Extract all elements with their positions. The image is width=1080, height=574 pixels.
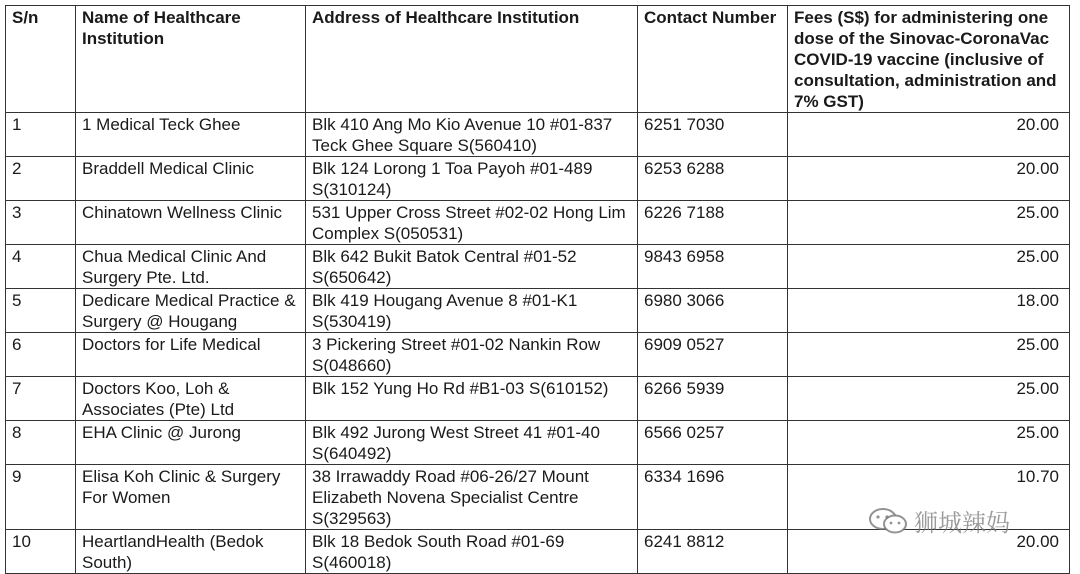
cell-address: Blk 419 Hougang Avenue 8 #01-K1 S(530419) [306, 289, 638, 333]
cell-address: Blk 152 Yung Ho Rd #B1-03 S(610152) [306, 377, 638, 421]
clinic-fees-table [5, 5, 1070, 574]
cell-contact: 6226 7188 [638, 201, 788, 245]
wechat-icon [868, 507, 908, 535]
cell-address: 531 Upper Cross Street #02-02 Hong Lim Complex S(050531) [306, 201, 638, 245]
table-row [6, 245, 1070, 289]
header-sn: S/n [6, 6, 76, 113]
header-contact: Contact Number [638, 6, 788, 113]
cell-address: Blk 410 Ang Mo Kio Avenue 10 #01-837 Teck Ghee Square S(560410) [306, 113, 638, 157]
cell-fee: 25.00 [788, 333, 1070, 377]
watermark [868, 503, 1010, 538]
cell-address: 38 Irrawaddy Road #06-26/27 Mount Elizabeth Novena Specialist Centre S(329563) [306, 465, 638, 530]
table-row [6, 421, 1070, 465]
cell-sn: 5 [6, 289, 76, 333]
cell-fee: 10.70 [788, 465, 1070, 530]
cell-fee: 25.00 [788, 421, 1070, 465]
table-row [6, 333, 1070, 377]
header-name: Name of Healthcare Institution [76, 6, 306, 113]
cell-fee: 25.00 [788, 245, 1070, 289]
cell-fee: 25.00 [788, 377, 1070, 421]
header-address: Address of Healthcare Institution [306, 6, 638, 113]
cell-name: HeartlandHealth (Bedok South) [76, 530, 306, 574]
cell-contact: 6334 1696 [638, 465, 788, 530]
cell-fee: 20.00 [788, 157, 1070, 201]
cell-address: Blk 18 Bedok South Road #01-69 S(460018) [306, 530, 638, 574]
cell-sn: 3 [6, 201, 76, 245]
cell-sn: 6 [6, 333, 76, 377]
cell-name: Dedicare Medical Practice & Surgery @ Hougang [76, 289, 306, 333]
cell-sn: 9 [6, 465, 76, 530]
cell-sn: 1 [6, 113, 76, 157]
cell-name: EHA Clinic @ Jurong [76, 421, 306, 465]
cell-name: Doctors for Life Medical [76, 333, 306, 377]
cell-name: Chinatown Wellness Clinic [76, 201, 306, 245]
header-row [6, 6, 1070, 113]
watermark-text: 狮城辣妈 [914, 509, 1010, 537]
cell-sn: 10 [6, 530, 76, 574]
cell-sn: 2 [6, 157, 76, 201]
table-row [6, 377, 1070, 421]
cell-contact: 6566 0257 [638, 421, 788, 465]
cell-fee: 18.00 [788, 289, 1070, 333]
cell-fee: 20.00 [788, 113, 1070, 157]
header-fees: Fees (S$) for administering one dose of the Sinovac-CoronaVac COVID-19 vaccine (inclusive of consultation, administration and 7% GST) [788, 6, 1070, 113]
cell-contact: 6251 7030 [638, 113, 788, 157]
table-row [6, 201, 1070, 245]
table-row [6, 157, 1070, 201]
cell-contact: 6241 8812 [638, 530, 788, 574]
cell-contact: 6266 5939 [638, 377, 788, 421]
cell-name: Braddell Medical Clinic [76, 157, 306, 201]
cell-name: Elisa Koh Clinic & Surgery For Women [76, 465, 306, 530]
cell-name: Doctors Koo, Loh & Associates (Pte) Ltd [76, 377, 306, 421]
cell-address: Blk 642 Bukit Batok Central #01-52 S(650642) [306, 245, 638, 289]
cell-sn: 7 [6, 377, 76, 421]
cell-contact: 6253 6288 [638, 157, 788, 201]
cell-name: Chua Medical Clinic And Surgery Pte. Ltd. [76, 245, 306, 289]
cell-fee: 20.00 [788, 530, 1070, 574]
cell-name: 1 Medical Teck Ghee [76, 113, 306, 157]
cell-address: Blk 124 Lorong 1 Toa Payoh #01-489 S(310124) [306, 157, 638, 201]
cell-fee: 25.00 [788, 201, 1070, 245]
cell-sn: 8 [6, 421, 76, 465]
table-container [5, 5, 1070, 574]
cell-contact: 9843 6958 [638, 245, 788, 289]
cell-sn: 4 [6, 245, 76, 289]
cell-contact: 6909 0527 [638, 333, 788, 377]
table-row [6, 289, 1070, 333]
cell-contact: 6980 3066 [638, 289, 788, 333]
table-row [6, 113, 1070, 157]
cell-address: 3 Pickering Street #01-02 Nankin Row S(048660) [306, 333, 638, 377]
cell-address: Blk 492 Jurong West Street 41 #01-40 S(640492) [306, 421, 638, 465]
